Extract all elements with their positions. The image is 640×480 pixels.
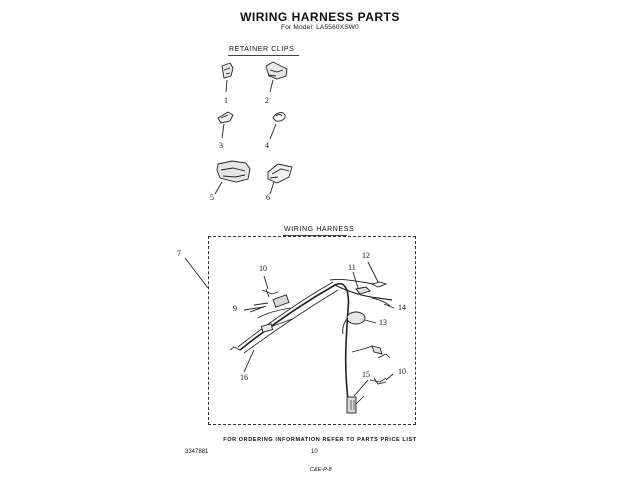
callout-5: 5 xyxy=(210,193,214,202)
wiring-harness-heading: WIRING HARNESS xyxy=(284,226,355,233)
ordering-info-note: FOR ORDERING INFORMATION REFER TO PARTS PRICE LIST xyxy=(223,437,417,443)
retainer-clip-4 xyxy=(270,113,285,139)
callout-6: 6 xyxy=(266,193,270,202)
callout-4: 4 xyxy=(265,141,269,150)
retainer-clip-2 xyxy=(266,62,287,92)
callout-1: 1 xyxy=(224,96,228,105)
callout-10-right: 10 xyxy=(398,367,406,376)
retainer-clip-5 xyxy=(215,161,250,194)
callout-14: 14 xyxy=(398,303,406,312)
callout-7-leader xyxy=(185,258,208,288)
callout-3: 3 xyxy=(219,141,223,150)
page-title: WIRING HARNESS PARTS xyxy=(240,10,400,24)
page-number: 10 xyxy=(311,449,318,455)
callout-12: 12 xyxy=(362,251,370,260)
bottom-code: C&E-P-8 xyxy=(310,467,332,473)
model-subtitle: For Model: LA5560XSW0 xyxy=(281,24,359,31)
callout-7: 7 xyxy=(177,249,181,258)
retainer-clip-6 xyxy=(268,164,292,194)
retainer-clip-1 xyxy=(222,63,233,92)
callout-11: 11 xyxy=(348,263,356,272)
callout-10-top: 10 xyxy=(259,264,267,273)
callout-16: 16 xyxy=(240,373,248,382)
wiring-harness-frame xyxy=(208,236,416,425)
callout-9: 9 xyxy=(233,304,237,313)
callout-2: 2 xyxy=(265,96,269,105)
callout-15: 15 xyxy=(362,370,370,379)
document-number: 3347881 xyxy=(185,449,209,455)
retainer-clip-3 xyxy=(218,112,233,138)
retainer-clips-heading: RETAINER CLIPS xyxy=(229,46,295,53)
callout-13: 13 xyxy=(379,318,387,327)
